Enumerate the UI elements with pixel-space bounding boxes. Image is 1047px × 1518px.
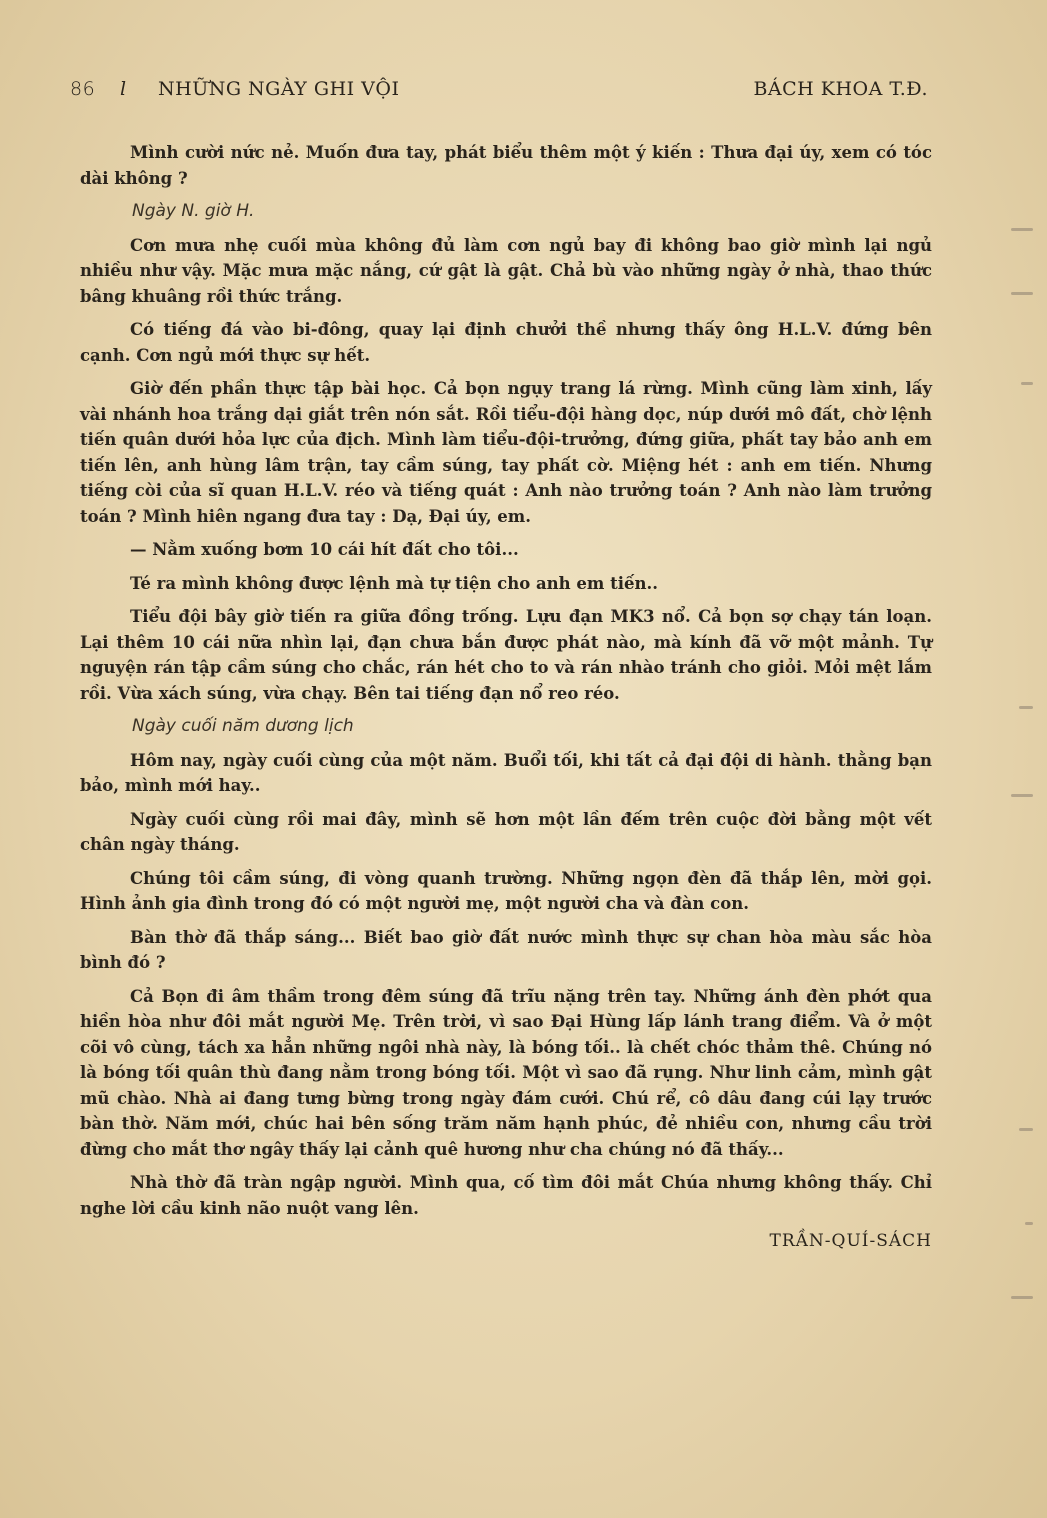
- paragraph: Ngày cuối cùng rồi mai đây, mình sẽ hơn một lần đếm trên cuộc đời bằng một vết chân ngày tháng.: [80, 809, 932, 854]
- paragraph: Bàn thờ đã thắp sáng... Biết bao giờ đất nước mình thực sự chan hòa màu sắc hòa bình đó ?: [80, 927, 932, 972]
- margin-mark: [1021, 382, 1033, 385]
- author-signature: TRẦN-QUÍ-SÁCH: [769, 1231, 932, 1251]
- margin-mark: [1011, 1296, 1033, 1299]
- article-body: [80, 140, 932, 1255]
- margin-mark: [1025, 1222, 1033, 1225]
- section-heading: Ngày N. giờ H.: [132, 201, 255, 221]
- paragraph-list: [80, 140, 932, 1221]
- margin-mark: [1011, 228, 1033, 231]
- paragraph: Giờ đến phần thực tập bài học. Cả bọn ngụy trang lá rừng. Mình cũng làm xinh, lấy vài nhánh hoa trắng dại giắt trên nón sắt. Rồi tiểu-đội hàng dọc, núp dưới mô đất, chờ lệnh tiến quân dưới hỏa lực của địch. Mình làm tiểu-đội-trưởng, đứng giữa, phất tay bảo anh em tiến lên, anh hùng lâm trận, tay cầm súng, tay phất cờ. Miệng hét : anh em tiến. Nhưng tiếng còi của sĩ quan H.L.V. réo và tiếng quát : Anh nào trưởng toán ? Anh nào làm trưởng toán ? Mình hiên ngang đưa tay : Dạ, Đại úy, em.: [80, 379, 932, 526]
- paragraph: — Nằm xuống bơm 10 cái hít đất cho tôi...: [130, 540, 519, 559]
- margin-mark: [1019, 706, 1033, 709]
- margin-mark: [1011, 794, 1033, 797]
- margin-mark: [1011, 292, 1033, 295]
- paragraph: Cơn mưa nhẹ cuối mùa không đủ làm cơn ngủ bay đi không bao giờ mình lại ngủ nhiều như vậy. Mặc mưa mặc nắng, cứ gật là gật. Chả bù vào những ngày ở nhà, thao thức bâng khuâng rồi thức trắng.: [80, 235, 932, 306]
- header-separator: l: [120, 78, 127, 100]
- margin-mark: [1019, 1128, 1033, 1131]
- paragraph: Có tiếng đá vào bi-đông, quay lại định chưởi thề nhưng thấy ông H.L.V. đứng bên cạnh. Cơn ngủ mới thực sự hết.: [80, 320, 932, 365]
- running-header: [70, 78, 940, 108]
- paragraph: Mình cười nức nẻ. Muốn đưa tay, phát biểu thêm một ý kiến : Thưa đại úy, xem có tóc dài không ?: [80, 143, 932, 188]
- paragraph: Chúng tôi cầm súng, đi vòng quanh trường. Những ngọn đèn đã thắp lên, mời gọi. Hình ảnh gia đình trong đó có một người mẹ, một người cha và đàn con.: [80, 868, 932, 913]
- magazine-name: BÁCH KHOA T.Đ.: [753, 78, 928, 100]
- paragraph: Tiểu đội bây giờ tiến ra giữa đồng trống. Lựu đạn MK3 nổ. Cả bọn sợ chạy tán loạn. Lại thêm 10 cái nữa nhìn lại, đạn chưa bắn được phát nào, mà kính đã vỡ một mảnh. Tự nguyện rán tập cầm súng cho chắc, rán hét cho to và rán nhào tránh cho giỏi. Mỏi mệt lắm rồi. Vừa xách súng, vừa chạy. Bên tai tiếng đạn nổ reo réo.: [80, 607, 932, 703]
- page-number: 86: [70, 78, 96, 100]
- paragraph: Cả Bọn đi âm thầm trong đêm súng đã trĩu nặng trên tay. Những ánh đèn phớt qua hiền hòa như đôi mắt người Mẹ. Trên trời, vì sao Đại Hùng lấp lánh trang điểm. Và ở một cõi vô cùng, tách xa hẳn những ngôi nhà này, là bóng tối.. là chết chóc thảm thê. Chúng nó là bóng tối quân thù đang nằm trong bóng tối. Một vì sao đã rụng. Như linh cảm, mình gật mũ chào. Nhà ai đang tưng bừng trong ngày đám cưới. Chú rể, cô dâu đang cúi lạy trước bàn thờ. Năm mới, chúc hai bên sống trăm năm hạnh phúc, đẻ nhiều con, nhưng cầu trời đừng cho mắt thơ ngây thấy lại cảnh quê hương như cha chúng nó đã thấy...: [80, 986, 932, 1159]
- paragraph: Nhà thờ đã tràn ngập người. Mình qua, cố tìm đôi mắt Chúa nhưng không thấy. Chỉ nghe lời cầu kinh não nuột vang lên.: [80, 1173, 932, 1218]
- section-heading: Ngày cuối năm dương lịch: [132, 716, 354, 736]
- paragraph: Té ra mình không được lệnh mà tự tiện cho anh em tiến..: [130, 573, 658, 593]
- article-title: NHỮNG NGÀY GHI VỘI: [158, 78, 400, 100]
- paragraph: Hôm nay, ngày cuối cùng của một năm. Buổi tối, khi tất cả đại đội di hành. thằng bạn bảo, mình mới hay..: [80, 750, 932, 795]
